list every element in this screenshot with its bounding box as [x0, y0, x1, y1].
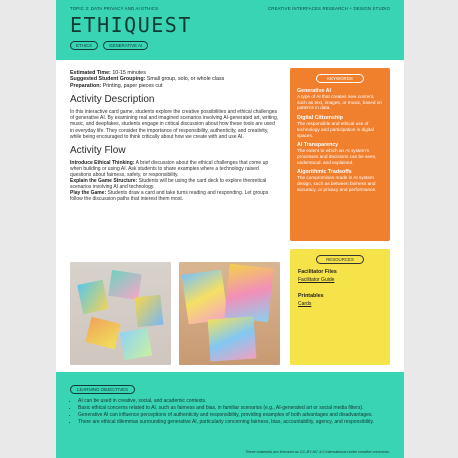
prep-value: Printing, paper pieces cut: [102, 82, 163, 89]
resources-box: [290, 249, 390, 365]
keyword-item: [297, 88, 383, 111]
photo-row: [70, 262, 280, 365]
keyword-definition: The extent to which an AI system's processes and decisions can be seen, understood, and explained.: [297, 148, 377, 165]
tag-generative-ai[interactable]: GENERATIVE AI: [103, 41, 148, 50]
flow-heading: Activity Flow: [70, 144, 126, 156]
flow-step: [70, 178, 280, 190]
flow-step-text: Students draw a card and take turns reading and responding. Let groups follow the discussion paths that interest them most.: [70, 190, 269, 203]
flow-step-text: A brief discussion about the ethical challenges that come up when building or using AI. Ask students to share examples where a technology raised questions about fairness, safety, or responsibility.: [70, 159, 269, 178]
learning-objectives-panel: [56, 372, 404, 458]
time-label: Estimated Time:: [70, 70, 111, 76]
printables-heading: Printables: [298, 293, 324, 299]
time-value: 10-15 minutes: [112, 70, 146, 76]
keyword-term: AI Transparency: [297, 142, 339, 149]
card-shape: [135, 295, 164, 328]
card-shape: [77, 280, 109, 315]
card-shape: [224, 264, 273, 322]
description-heading: Activity Description: [70, 94, 155, 106]
objectives-list: [70, 398, 390, 425]
description-text: In this interactive card game, students explore the creative possibilities and ethical challenges of generative AI. By examining real and imagined scenarios involving AI-generated art, writing, music, and deepfakes, students engage in critical discussion about how these tools are used in everyday life. They consider the importance of responsibility, authenticity, and creativity, while being encouraged to think critically about how we create with and use AI.: [70, 109, 279, 140]
keyword-term: Generative AI: [297, 88, 331, 94]
objective-item: • AI can be used in creative, social, and academic contexts.: [78, 398, 390, 404]
keyword-definition: The compromises made in AI system design, such as between fairness and accuracy, or privacy and performance.: [297, 175, 377, 192]
facilitator-files-heading: Facilitator Files: [298, 269, 337, 275]
objectives-heading: LEARNING OBJECTIVES: [70, 385, 135, 394]
keyword-item: [297, 169, 383, 192]
tag-ethics[interactable]: ETHICS: [70, 41, 98, 50]
cards-link[interactable]: Cards: [298, 301, 312, 307]
card-shape: [208, 316, 257, 361]
header-banner: [56, 0, 404, 60]
flow-step: [70, 190, 280, 202]
keyword-term: Digital Citizenship: [297, 115, 343, 122]
keyword-term: Algorithmic Tradeoffs: [297, 169, 352, 176]
cards-photo-right: [179, 262, 280, 365]
card-shape: [108, 270, 141, 300]
activity-meta: [70, 70, 280, 89]
objective-item: • There are ethical dilemmas surrounding generative AI, particularly concerning fairness, bias, accountability, agency, and responsibility.: [78, 419, 390, 425]
flow-step: [70, 160, 280, 178]
tag-list: [70, 41, 148, 50]
flow-step-label: Play the Game:: [70, 190, 107, 197]
flow-steps: [70, 160, 280, 203]
worksheet-page: [56, 0, 404, 458]
main-column: [70, 70, 280, 202]
org-label: CREATIVE INTERFACES RESEARCH + DESIGN STUDIO: [267, 6, 390, 11]
topic-label: TOPIC 3: DATA PRIVACY AND AI ETHICS: [70, 6, 159, 11]
resources-heading: RESOURCES: [316, 255, 364, 264]
card-shape: [85, 317, 120, 349]
card-shape: [182, 269, 229, 324]
grouping-value: Small group, solo, or whole class: [146, 76, 225, 83]
objective-item: • Generative AI can influence perceptions of authenticity and responsibility, providing examples of both advantages and disadvantages.: [78, 412, 390, 418]
objective-item: • Basic ethical concerns related to AI, such as fairness and bias, in familiar scenarios (e.g., AI-generated art or social media filters).: [78, 405, 390, 411]
cards-photo-left: [70, 262, 171, 365]
keyword-definition: A type of AI that creates new content, such as text, images, or music, based on patterns in data.: [297, 94, 382, 111]
prep-label: Preparation:: [70, 82, 102, 89]
license-note: These materials are licensed as CC-BY-NC 4.0 International under creative commons.: [245, 450, 390, 454]
keyword-item: [297, 142, 383, 165]
keywords-heading: KEYWORDS: [316, 74, 364, 83]
card-shape: [120, 328, 152, 360]
flow-step-text: Students will be using the card deck to explore theoretical scenarios involving AI and technology.: [70, 177, 267, 191]
keyword-item: [297, 115, 383, 138]
keywords-box: [290, 68, 390, 241]
flow-step-label: Explain the Game Structure:: [70, 177, 138, 184]
flow-step-label: Introduce Ethical Thinking:: [70, 159, 135, 166]
facilitator-guide-link[interactable]: Facilitator Guide: [298, 277, 335, 283]
keyword-definition: The responsible and ethical use of technology and participation in digital spaces.: [297, 121, 374, 138]
grouping-label: Suggested Student Grouping:: [70, 76, 146, 83]
page-title: ETHIQUEST: [70, 13, 192, 37]
